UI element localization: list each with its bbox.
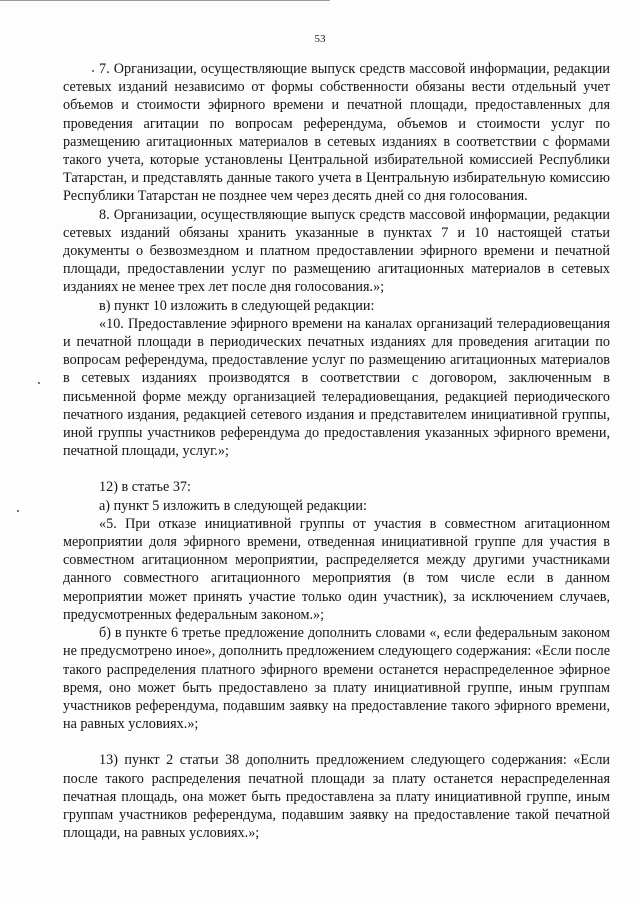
scan-speck [38,382,40,384]
paragraph-13: 13) пункт 2 статьи 38 дополнить предложением следующего содержания: «Если после такого распределения печатной площади за плату останется нераспределенная печатная площадь, она может быть предоставлена за плату инициативной группе, иным группам участников референдума, подавшим заявку на предоставление такой печатной площади, на равных условиях.»; [63,752,610,842]
scan-speck [92,70,94,72]
paragraph-7: 7. Организации, осуществляющие выпуск средств массовой информации, редакции сетевых изданий независимо от формы собственности обязаны вести отдельный учет объемов и стоимости эфирного времени и печатной площади, предоставленных для проведения агитации по вопросам референдума, объемов и стоимости услуг по размещению агитационных материалов в сетевых изданиях в соответствии с формами такого учета, которые установлены Центральной избирательной комиссией Республики Татарстан, и представлять данные такого учета в Центральную избирательную комиссию Республики Татарстан не позднее чем через десять дней со дня голосования. [63,61,610,205]
document-body [63,60,610,842]
paragraph-10: «10. Предоставление эфирного времени на каналах организаций телерадиовещания и печатной площади в периодических печатных изданиях для проведения агитации по вопросам референдума, предоставление услуг по размещению агитационных материалов в сетевых изданиях производятся в соответствии с договором, заключенным в письменной форме между организацией телерадиовещания, редакцией периодического печатного издания, редакцией сетевого издания и представителем инициативной группы, иной группы участников референдума до предоставления указанных эфирного времени, печатной площади, услуг.»; [63,315,610,460]
paragraph-item-b: б) в пункте 6 третье предложение дополнить словами «, если федеральным законом не предусмотрено иное», дополнить предложением следующего содержания: «Если после такого распределения платного эфирного времени останется нераспределенное эфирное время, оно может быть предоставлено за плату инициативной группе, иным группам участников референдума, подавшим заявку на предоставление такого эфирного времени, на равных условиях.»; [63,625,610,733]
paragraph-item-v: в) пункт 10 изложить в следующей редакции: [99,297,375,314]
paragraph-12: 12) в статье 37: [99,479,191,496]
scan-top-edge [0,0,330,1]
page-number: 53 [314,33,326,45]
paragraph-5: «5. При отказе инициативной группы от участия в совместном агитационном мероприятии доля эфирного времени, отведенная инициативной группе для участия в совместном агитационном мероприятии, распределяется между другими участниками данного совместного агитационного мероприятия (в том числе если в данном мероприятии может принять участие только один участник), за исключением случаев, предусмотренных федеральным законом.»; [63,515,610,623]
paragraph-8: 8. Организации, осуществляющие выпуск средств массовой информации, редакции сетевых изданий обязаны хранить указанные в пунктах 7 и 10 настоящей статьи документы о безвозмездном и платном предоставлении эфирного времени и печатной площади, предоставлении услуг по размещению агитационных материалов в сетевых изданиях не менее трех лет после дня голосования.»; [63,206,610,296]
paragraph-item-a: а) пункт 5 изложить в следующей редакции: [99,497,367,514]
scan-speck [17,510,19,512]
